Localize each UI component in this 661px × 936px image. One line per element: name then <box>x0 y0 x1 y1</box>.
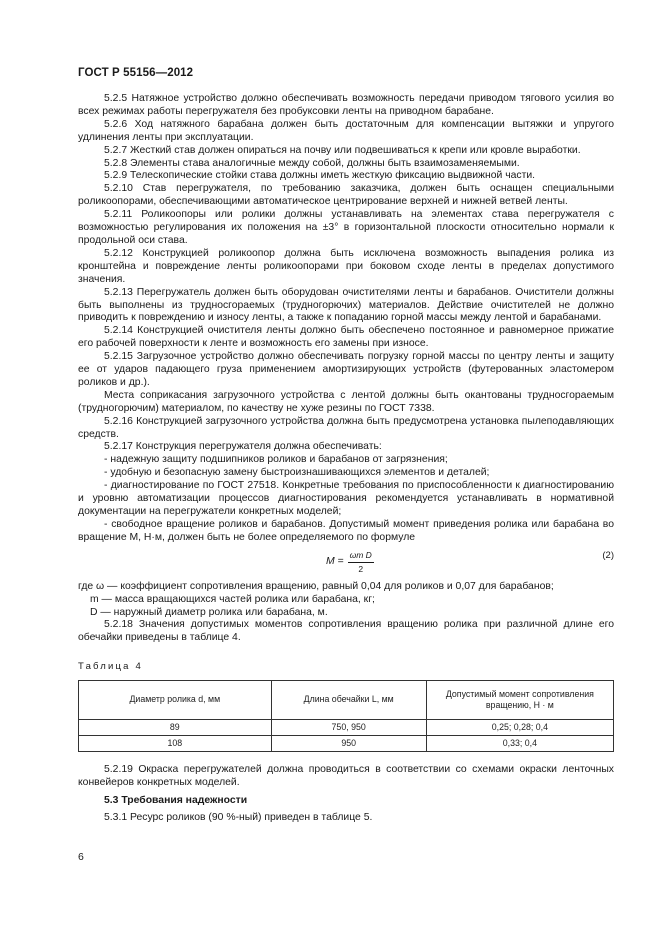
paragraph-5-2-9: 5.2.9 Телескопические стойки става должны иметь жесткую фиксацию выдвижной части. <box>104 170 536 182</box>
table-4-title: Таблица 4 <box>78 661 143 673</box>
table-header-diameter: Диаметр ролика d, мм <box>79 681 272 720</box>
paragraph-5-2-7: 5.2.7 Жесткий став должен опираться на почву или подвешиваться к крепи или кровле выработки. <box>104 144 581 156</box>
paragraph-5-2-17: 5.2.17 Конструкция перегружателя должна обеспечивать: <box>104 441 382 453</box>
document-body <box>78 93 614 825</box>
formula-fraction <box>348 549 374 576</box>
paragraph-5-2-16: 5.2.16 Конструкцией загрузочного устройства должна быть предусмотрена установка пылеподавляющих средств. <box>78 415 614 440</box>
formula <box>326 549 374 576</box>
where-omega: где ω — коэффициент сопротивления вращению, равный 0,04 для роликов и 0,07 для барабанов; <box>78 580 554 592</box>
where-d: D — наружный диаметр ролика или барабана, м. <box>90 606 328 618</box>
formula-number: (2) <box>602 549 614 561</box>
paragraph-5-2-6: 5.2.6 Ход натяжного барабана должен быть достаточным для компенсации вытяжки и упругого удлинения ленты при эксплуатации. <box>78 118 614 143</box>
formula-lhs: M = <box>326 555 344 567</box>
list-item-bearing-protection: - надежную защиту подшипников роликов и барабанов от загрязнения; <box>104 454 448 466</box>
table-header-row <box>79 681 614 720</box>
table-cell: 750, 950 <box>271 720 426 736</box>
formula-block <box>78 547 614 577</box>
table-header-moment: Допустимый момент сопротивления вращению, Н · м <box>426 681 613 720</box>
where-m: m — масса вращающихся частей ролика или барабана, кг; <box>90 593 375 605</box>
paragraph-5-2-12: 5.2.12 Конструкцией роликоопор должна быть исключена возможность выпадения ролика из кронштейна и повреждение ленты роликоопорами при боковом сходе ленты в пределах допустимого значения. <box>78 247 614 285</box>
table-cell: 950 <box>271 736 426 752</box>
paragraph-5-2-14: 5.2.14 Конструкцией очистителя ленты должно быть обеспечено постоянное и равномерное прижатие его рабочей поверхности к ленте и возможность его замены при износе. <box>78 325 614 350</box>
paragraph-5-2-15: 5.2.15 Загрузочное устройство должно обеспечивать погрузку горной массы по центру ленты и защиту ее от ударов падающего груза применением амортизирующих устройств (футерованных эластомером роликов и др.). <box>78 351 614 388</box>
table-4 <box>78 680 614 752</box>
formula-denominator: 2 <box>358 563 364 574</box>
section-heading-5-3: 5.3 Требования надежности <box>104 794 248 806</box>
paragraph-5-2-11: 5.2.11 Роликоопоры или ролики должны устанавливать на элементах става перегружателя с возможностью регулирования их положения на ±3° в горизонтальной плоскости относительно нормали к продольной оси става. <box>78 209 614 246</box>
formula-numerator: ωm D <box>348 549 374 563</box>
paragraph-contact-points: Места соприкасания загрузочного устройства с лентой должны быть окантованы трудносгораемым (трудногорючим) материалом, по качеству не хуже резины по ГОСТ 7338. <box>78 389 614 414</box>
table-cell: 0,25; 0,28; 0,4 <box>426 720 613 736</box>
page-number: 6 <box>78 851 84 863</box>
list-item-diagnostics: - диагностирование по ГОСТ 27518. Конкретные требования по приспособленности к диагностированию и уровню автоматизации процессов диагностирования рекомендуется устанавливать в нормативной документации на перегружатели конкретных моделей; <box>78 480 614 517</box>
document-header: ГОСТ Р 55156—2012 <box>78 67 194 79</box>
paragraph-5-2-10: 5.2.10 Став перегружателя, по требованию заказчика, должен быть оснащен специальными роликоопорами, обеспечивающими автоматическое центрирование верхней и нижней ветвей ленты. <box>78 183 614 208</box>
list-item-safe-replacement: - удобную и безопасную замену быстроизнашивающихся элементов и деталей; <box>104 467 490 479</box>
paragraph-5-2-18: 5.2.18 Значения допустимых моментов сопротивления вращению ролика при различной длине его обечайки приведены в таблице 4. <box>78 619 614 644</box>
list-item-free-rotation: - свободное вращение роликов и барабанов. Допустимый момент приведения ролика или барабана во вращение M, Н·м, должен быть не более определяемого по формуле <box>78 518 614 543</box>
paragraph-5-2-19: 5.2.19 Окраска перегружателей должна проводиться в соответствии со схемами окраски ленточных конвейеров конкретных моделей. <box>78 764 614 789</box>
paragraph-5-2-13: 5.2.13 Перегружатель должен быть оборудован очистителями ленты и барабанов. Очистители должны быть выполнены из трудносгораемых (трудногорючих) материалов. Действие очистителей не должно приводить к повреждению и износу ленты, а также к попаданию горной массы между лентой и барабанами. <box>78 286 614 324</box>
table-cell: 0,33; 0,4 <box>426 736 613 752</box>
table-header-length: Длина обечайки L, мм <box>271 681 426 720</box>
table-row <box>79 736 614 752</box>
table-cell: 89 <box>79 720 272 736</box>
paragraph-5-3-1: 5.3.1 Ресурс роликов (90 %-ный) приведен в таблице 5. <box>104 811 373 823</box>
table-row <box>79 720 614 736</box>
table-cell: 108 <box>79 736 272 752</box>
paragraph-5-2-8: 5.2.8 Элементы става аналогичные между собой, должны быть взаимозаменяемыми. <box>104 157 520 169</box>
paragraph-5-2-5: 5.2.5 Натяжное устройство должно обеспечивать возможность передачи приводом тягового усилия во всех режимах работы перегружателя без пробуксовки ленты на приводном барабане. <box>78 93 614 117</box>
